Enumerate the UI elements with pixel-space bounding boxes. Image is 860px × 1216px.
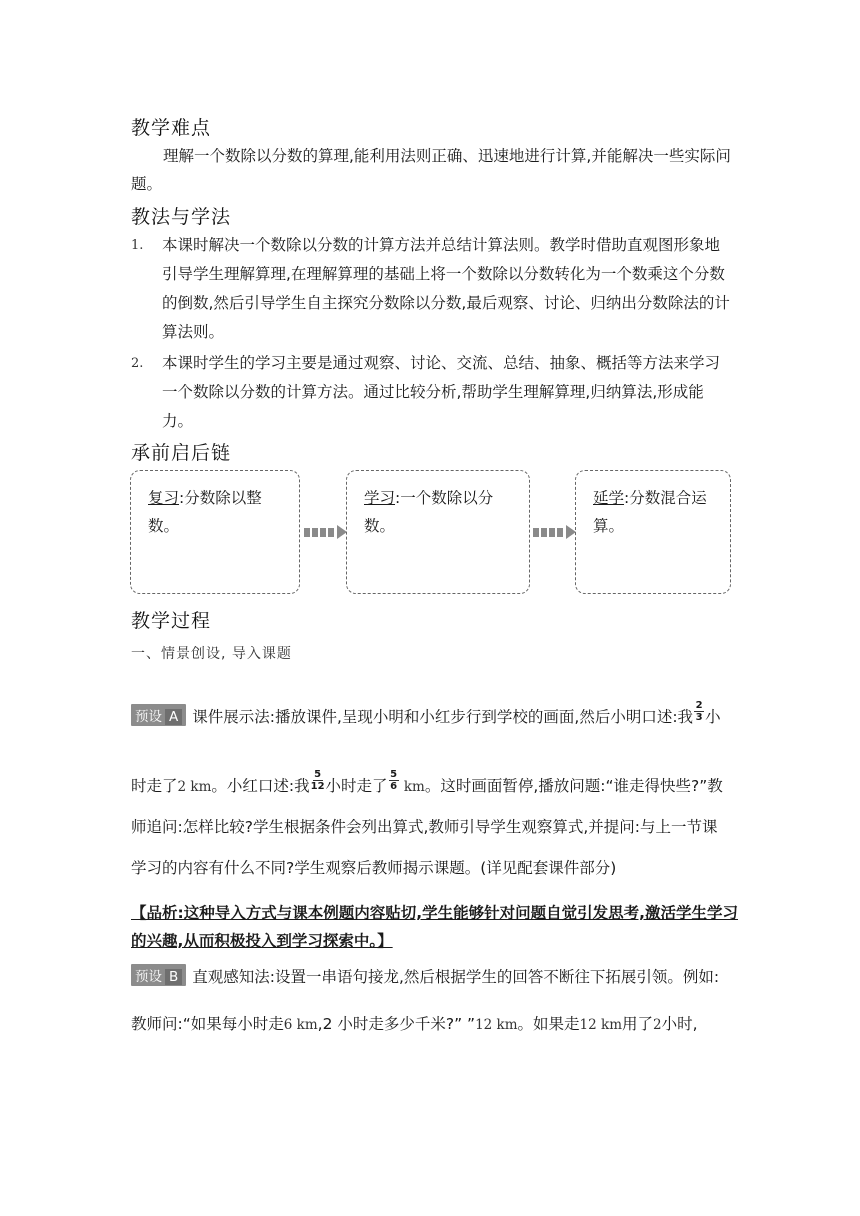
- preset-badge: 预设 A: [131, 704, 186, 726]
- difficulty-heading: 教学难点: [131, 117, 212, 139]
- list-item-text: 本课时解决一个数除以分数的计算方法并总结计算法则。教学时借助直观图形象地引导学生理解算理,在理解算理的基础上将一个数除以分数转化为一个数乘这个分数的倒数,然后引导学生自主探究分数除以分数,最后观察、讨论、归纳出分数除法的计算法则。: [162, 236, 730, 341]
- chain-tag: 复习: [148, 489, 180, 507]
- list-number: 2.: [131, 356, 144, 371]
- difficulty-text: 理解一个数除以分数的算理,能利用法则正确、迅速地进行计算,并能解决一些实际问题。: [131, 147, 731, 193]
- chain-tag: 延学: [593, 489, 625, 507]
- chain-box-learn: [346, 470, 530, 594]
- section-title: 一、情景创设, 导入课题: [131, 646, 292, 662]
- methods-heading: 教法与学法: [131, 206, 232, 228]
- preset-badge: 预设 B: [131, 964, 186, 986]
- chain-text: :分数混合运算。: [593, 489, 707, 535]
- preset-a-line-4: 学习的内容有什么不同?学生观察后教师揭示课题。(详见配套课件部分): [131, 859, 617, 877]
- chain-box-review: [130, 470, 300, 594]
- chain-heading: 承前启后链: [131, 442, 232, 464]
- chain-text: :一个数除以分数。: [364, 489, 494, 535]
- arrow-right-icon: [304, 525, 347, 539]
- chain-tag: 学习: [364, 489, 396, 507]
- arrow-right-icon: [533, 525, 576, 539]
- preset-a-line-3: 师追问:怎样比较?学生根据条件会列出算式,教师引导学生观察算式,并提问:与上一节课: [131, 818, 718, 836]
- preset-a-line-2: 时走了2 km。小红口述:我 $\frac{5}{12}$ 小时走了 $\frac{5}{6}$ km。这时画面暂停,播放问题:“谁走得快些?”教: [131, 769, 723, 795]
- list-item-text: 本课时学生的学习主要是通过观察、讨论、交流、总结、抽象、概括等方法来学习一个数除以分数的计算方法。通过比较分析,帮助学生理解算理,归纳算法,形成能力。: [162, 354, 721, 430]
- methods-item-2: [131, 349, 731, 436]
- preset-b-line-1: 预设 B 直观感知法:设置一串语句接龙,然后根据学生的回答不断往下拓展引领。例如:: [131, 964, 736, 987]
- process-heading: 教学过程: [131, 610, 212, 632]
- chain-box-extend: [575, 470, 731, 594]
- preset-a-line-1: 预设 A 课件展示法:播放课件,呈现小明和小红步行到学校的画面,然后小明口述:我 $\frac{2}{3}$ 小: [131, 700, 736, 727]
- methods-item-1: [131, 231, 731, 347]
- fraction: $\frac{5}{12}$: [310, 769, 325, 792]
- analysis-note: 【品析:这种导入方式与课本例题内容贴切,学生能够针对问题自觉引发思考,激活学生学习的兴趣,从而积极投入到学习探索中。】: [131, 904, 738, 950]
- fraction: $\frac{5}{6}$: [390, 769, 398, 792]
- preset-b-line-2: 教师问:“如果每小时走6 km,2 小时走多少千米?” ”12 km。如果走12 km用了2小时,: [131, 1015, 698, 1033]
- fraction: $\frac{2}{3}$: [695, 700, 703, 723]
- chain-text: :分数除以整数。: [148, 489, 262, 535]
- methods-list: [131, 231, 731, 438]
- list-number: 1.: [131, 238, 144, 253]
